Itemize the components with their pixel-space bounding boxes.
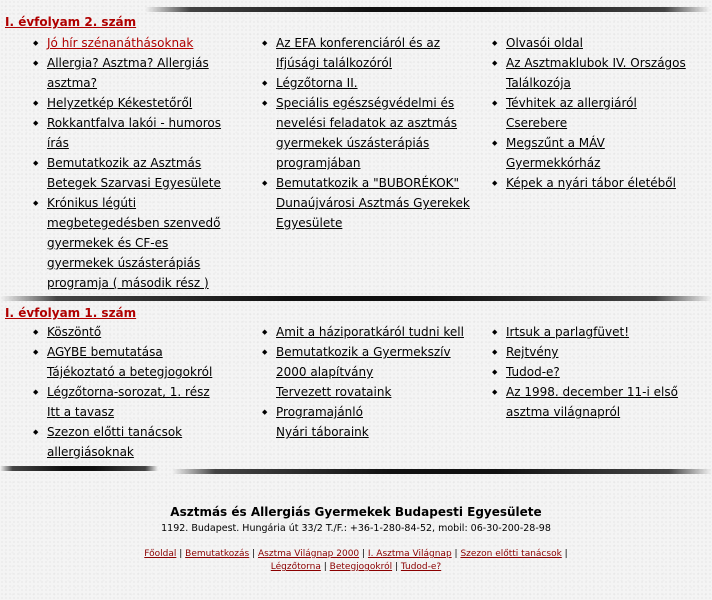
issue-1-separator-left	[0, 466, 158, 471]
article-link[interactable]: Bemutatkozik a "BUBORÉKOK" Dunaújvárosi Asztmás Gyerekek Egyesülete	[276, 176, 470, 230]
article-link[interactable]: Légzőtorna II.	[276, 76, 358, 90]
nav-link-bemutatkozas[interactable]: Bemutatkozás	[185, 549, 250, 559]
article-link[interactable]: Köszöntő	[47, 325, 102, 339]
article-link[interactable]: Amit a háziporatkáról tudni kell	[276, 325, 464, 339]
article-list-item	[491, 93, 701, 133]
article-link[interactable]: Itt a tavasz	[47, 405, 114, 419]
article-link[interactable]: Tervezett rovataink	[276, 385, 392, 399]
article-link[interactable]: Tájékoztató a betegjogokról	[47, 365, 213, 379]
issue-1-separator-right	[172, 469, 712, 474]
article-link[interactable]: Jó hír szénanáthásoknak	[47, 36, 194, 50]
issue-2-column-1	[32, 33, 237, 293]
article-list-item	[32, 113, 237, 153]
nav-link-fooldal[interactable]: Főoldal	[144, 549, 177, 559]
nav-link-asztma-vilagnap-2000[interactable]: Asztma Világnap 2000	[258, 549, 360, 559]
article-list-item	[32, 53, 237, 93]
footer-nav: Főoldal | Bemutatkozás | Asztma Világnap 2000 | I. Asztma Világnap | Szezon előtti tanácsok | Légzőtorna | Betegjogokról | Tudod-e?	[144, 549, 568, 572]
article-link[interactable]: Allergia? Asztma? Allergiás asztma?	[47, 56, 209, 90]
article-list-item	[32, 382, 237, 402]
organization-address: 1192. Budapest. Hungária út 33/2 T./F.: +36-1-280-84-52, mobil: 06-30-200-28-98	[161, 523, 551, 534]
article-list-item	[261, 402, 471, 422]
article-list-item	[32, 362, 237, 382]
article-link[interactable]: Megszűnt a MÁV Gyermekkórház	[506, 136, 605, 170]
article-link[interactable]: Irtsuk a parlagfüvet!	[506, 325, 630, 339]
article-list-item	[491, 342, 701, 362]
issue-2-column-2	[261, 33, 471, 233]
article-list-item	[32, 422, 237, 462]
article-link[interactable]: Rokkantfalva lakói - humoros írás	[47, 116, 222, 150]
issue-2-column-3	[491, 33, 701, 193]
issue-1-column-1	[32, 322, 237, 462]
article-link[interactable]: Tudod-e?	[506, 365, 560, 379]
issue-2-separator-top	[145, 7, 710, 12]
article-list-item	[32, 33, 237, 53]
article-link[interactable]: Rejtvény	[506, 345, 559, 359]
article-link[interactable]: Nyári táboraink	[276, 425, 369, 439]
article-link[interactable]: Képek a nyári tábor életéből	[506, 176, 676, 190]
article-link[interactable]: AGYBE bemutatása	[47, 345, 163, 359]
nav-link-szezon-elotti-tanacsok[interactable]: Szezon előtti tanácsok	[460, 549, 562, 559]
article-list-item	[491, 53, 701, 93]
issue-1-column-2	[261, 322, 471, 442]
article-list-item	[261, 93, 471, 173]
nav-link-tudod-e[interactable]: Tudod-e?	[400, 562, 442, 572]
article-list-item	[261, 73, 471, 93]
nav-link-legzotorna[interactable]: Légzőtorna	[270, 562, 321, 572]
article-list-item	[261, 33, 471, 73]
article-link[interactable]: Helyzetkép Kékestetőről	[47, 96, 193, 110]
article-link[interactable]: Bemutatkozik az Asztmás Betegek Szarvasi Egyesülete	[47, 156, 221, 190]
issue-1-title: I. évfolyam 1. szám	[5, 306, 137, 320]
issue-1-column-3	[491, 322, 701, 422]
article-link[interactable]: Krónikus légúti megbetegedésben szenvedő gyermekek és CF-es gyermekek úszásterápiás programja ( második rész )	[47, 196, 221, 290]
issue-2-title: I. évfolyam 2. szám	[5, 15, 137, 29]
article-list-item	[491, 133, 701, 173]
nav-link-betegjogokrol[interactable]: Betegjogokról	[329, 562, 393, 572]
organization-name: Asztmás és Allergiás Gyermekek Budapesti Egyesülete	[170, 505, 542, 519]
article-link[interactable]: Programajánló	[276, 405, 363, 419]
article-link[interactable]: Az EFA konferenciáról és az Ifjúsági találkozóról	[276, 36, 441, 70]
article-list-item	[261, 322, 471, 342]
article-list-item	[491, 382, 701, 422]
article-list-item	[491, 322, 701, 342]
article-link[interactable]: Légzőtorna-sorozat, 1. rész	[47, 385, 210, 399]
article-link[interactable]: Tévhitek az allergiáról Cserebere	[506, 96, 637, 130]
article-list-item	[491, 173, 701, 193]
article-list-item	[261, 342, 471, 382]
article-link[interactable]: Speciális egészségvédelmi és nevelési feladatok az asztmás gyermekek úszásterápiás programjában	[276, 96, 458, 170]
article-list-item	[491, 33, 701, 53]
article-list-item	[261, 173, 471, 233]
article-link[interactable]: Bemutatkozik a Gyermekszív 2000 alapítvány	[276, 345, 451, 379]
section-separator	[0, 296, 712, 301]
article-list-item	[261, 422, 471, 442]
article-list-item	[32, 93, 237, 113]
article-list-item	[32, 402, 237, 422]
article-link[interactable]: Olvasói oldal	[506, 36, 583, 50]
article-list-item	[491, 362, 701, 382]
article-list-item	[32, 342, 237, 362]
article-link[interactable]: Az 1998. december 11-i első asztma világnapról	[506, 385, 678, 419]
article-list-item	[32, 193, 237, 293]
article-link[interactable]: Szezon előtti tanácsok allergiásoknak	[47, 425, 183, 459]
article-list-item	[261, 382, 471, 402]
article-list-item	[32, 322, 237, 342]
article-list-item	[32, 153, 237, 193]
nav-link-i-asztma-vilagnap[interactable]: I. Asztma Világnap	[367, 549, 452, 559]
article-link[interactable]: Az Asztmaklubok IV. Országos Találkozója	[506, 56, 686, 90]
footer	[0, 505, 712, 534]
